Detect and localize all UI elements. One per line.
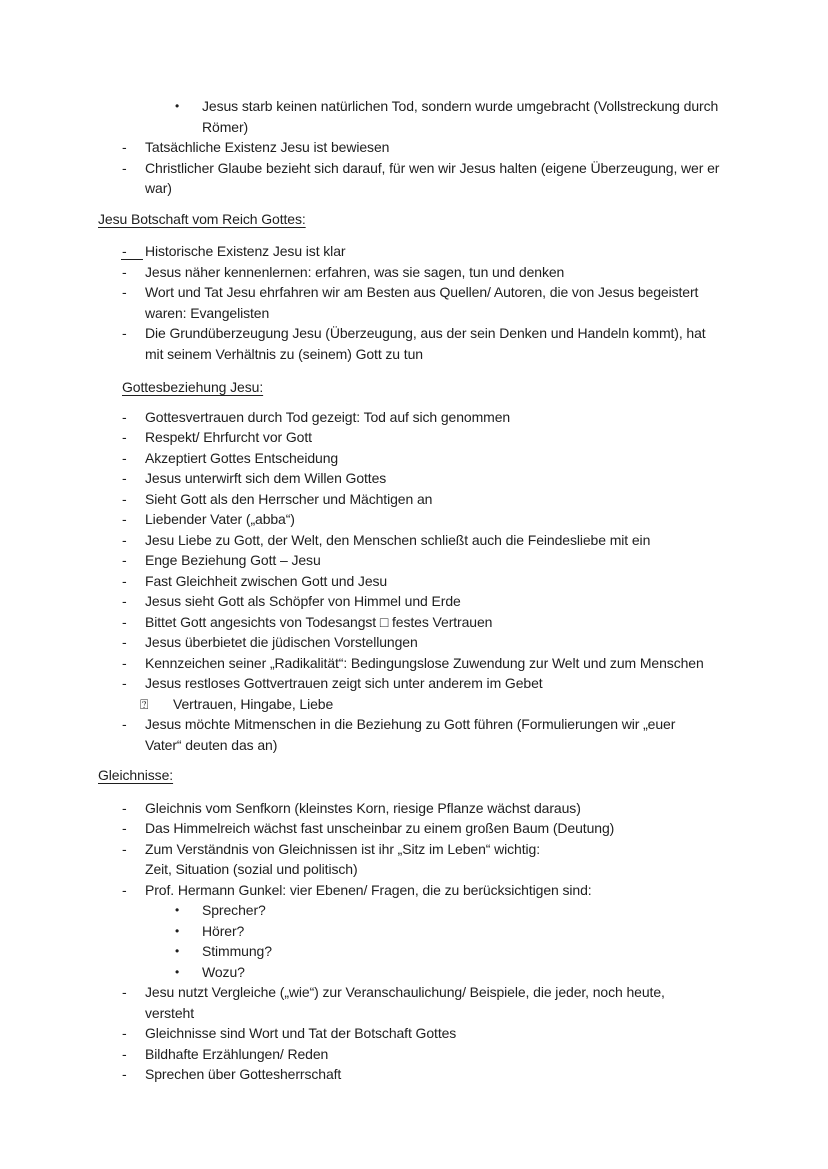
- dash-marker-icon: -: [122, 490, 127, 507]
- section-heading: Jesu Botschaft vom Reich Gottes:: [98, 210, 306, 227]
- dash-list-item: [122, 137, 738, 158]
- dash-marker-icon: -: [122, 820, 127, 836]
- dash-list-item: [122, 407, 738, 428]
- text-line: Historische Existenz Jesu ist klar: [145, 243, 346, 259]
- text-line: Jesus möchte Mitmenschen in die Beziehung zu Gott führen (Formulierungen wir „euer: [145, 716, 676, 732]
- item-text: [145, 407, 738, 428]
- dash-list-item: [122, 323, 738, 364]
- text-line: Vertrauen, Hingabe, Liebe: [173, 695, 334, 712]
- item-text: [145, 798, 738, 819]
- text-line: Jesus starb keinen natürlichen Tod, sondern wurde umgebracht (Vollstreckung durch: [202, 98, 719, 114]
- dash-marker-icon: -: [122, 511, 127, 527]
- dash-list-item: [122, 673, 738, 694]
- text-line: Jesus sieht Gott als Schöpfer von Himmel und Erde: [145, 593, 461, 609]
- item-text: [145, 241, 738, 262]
- dash-marker-icon: -: [122, 470, 127, 486]
- item-text: [145, 530, 738, 551]
- dash-marker-icon: -: [122, 552, 127, 568]
- dash-list-item: [122, 982, 738, 1023]
- dash-marker-icon: -: [122, 840, 127, 857]
- dash-list-item: [122, 550, 738, 571]
- text-line: Römer): [202, 118, 249, 135]
- text-line: Christlicher Glaube bezieht sich darauf, für wen wir Jesus halten (eigene Überzeugung, wer er: [145, 159, 720, 176]
- dash-list-item: [122, 880, 738, 901]
- bullet-list-item: [175, 941, 738, 962]
- item-text: [145, 137, 738, 158]
- dash-list-item: [122, 1064, 738, 1085]
- text-line: mit seinem Verhältnis zu (seinem) Gott zu tun: [145, 345, 423, 362]
- bullet-list-item: [175, 962, 738, 983]
- text-line: Wort und Tat Jesu ehrfahren wir am Besten aus Quellen/ Autoren, die von Jesus begeistert: [145, 284, 699, 300]
- section-heading: Gleichnisse:: [98, 767, 174, 783]
- dash-marker-icon: -: [122, 593, 127, 609]
- dash-list-item-underlined: [122, 241, 738, 262]
- document-body: [98, 96, 738, 1085]
- bullet-marker-icon: •: [175, 903, 180, 917]
- text-line: Jesus unterwirft sich dem Willen Gottes: [145, 470, 387, 486]
- item-text: [145, 468, 738, 489]
- item-text: [145, 282, 738, 323]
- dash-marker-icon: -: [122, 1025, 127, 1041]
- bullet-marker-icon: •: [175, 964, 180, 979]
- item-text: [145, 839, 738, 880]
- text-line: Hörer?: [202, 922, 245, 939]
- text-line: Jesu nutzt Vergleiche („wie“) zur Veranschaulichung/ Beispiele, die jeder, noch heute,: [145, 984, 665, 1000]
- text-line: Sprecher?: [202, 902, 266, 918]
- item-text: [145, 509, 738, 530]
- text-line: waren: Evangelisten: [145, 304, 270, 321]
- dash-list-item: [122, 1023, 738, 1044]
- text-line: versteht: [145, 1004, 194, 1021]
- item-text: [202, 96, 738, 137]
- dash-marker-icon: -: [122, 263, 127, 280]
- text-line: Respekt/ Ehrfurcht vor Gott: [145, 429, 312, 445]
- text-line: war): [145, 180, 172, 196]
- item-text: [145, 982, 738, 1023]
- dash-list-item: [122, 714, 738, 755]
- dash-list-item: [122, 158, 738, 199]
- dash-marker-icon: -: [122, 325, 127, 341]
- item-text: [145, 653, 738, 674]
- bullet-list-item: [175, 921, 738, 942]
- text-line: Tatsächliche Existenz Jesu ist bewiesen: [145, 139, 390, 155]
- dash-list-item: [122, 282, 738, 323]
- arrow-sub-item: [140, 694, 738, 715]
- item-text: [145, 571, 738, 592]
- item-text: [145, 591, 738, 612]
- text-line: Zeit, Situation (sozial und politisch): [145, 861, 358, 877]
- item-text: [145, 448, 738, 469]
- dash-list-item: [122, 468, 738, 489]
- text-line: Gleichnisse sind Wort und Tat der Botschaft Gottes: [145, 1025, 457, 1041]
- dash-marker-icon: -: [122, 284, 127, 300]
- dash-list-item: [122, 489, 738, 510]
- text-line: Gottesvertrauen durch Tod gezeigt: Tod auf sich genommen: [145, 408, 511, 425]
- item-text: [145, 1064, 738, 1085]
- item-text: [145, 550, 738, 571]
- text-line: Zum Verständnis von Gleichnissen ist ihr „Sitz im Leben“ wichtig:: [145, 840, 540, 857]
- bullet-marker-icon: •: [175, 944, 180, 958]
- item-text: [145, 427, 738, 448]
- text-line: Sprechen über Gottesherrschaft: [145, 1066, 342, 1082]
- item-text: [145, 323, 738, 364]
- text-line: Fast Gleichheit zwischen Gott und Jesu: [145, 572, 388, 589]
- item-text: [145, 632, 738, 653]
- dash-list-item: [122, 509, 738, 530]
- text-line: Sieht Gott als den Herrscher und Mächtigen an: [145, 490, 433, 507]
- dash-marker-icon: -: [122, 1045, 127, 1062]
- dash-marker-icon: -: [122, 654, 127, 671]
- dash-list-item: [122, 1044, 738, 1065]
- text-line: Jesus überbietet die jüdischen Vorstellungen: [145, 634, 418, 650]
- dash-list-item: [122, 530, 738, 551]
- text-line: Kennzeichen seiner „Radikalität“: Bedingungslose Zuwendung zur Welt und zum Menschen: [145, 654, 704, 671]
- text-line: Stimmung?: [202, 943, 272, 959]
- dash-list-item: [122, 632, 738, 653]
- dash-marker-icon: -: [122, 634, 127, 650]
- dash-marker-icon: -: [122, 675, 127, 691]
- text-line: Liebender Vater („abba“): [145, 511, 295, 527]
- item-text: [202, 941, 738, 962]
- dash-list-item: [122, 448, 738, 469]
- text-line: Jesu Liebe zu Gott, der Welt, den Menschen schließt auch die Feindesliebe mit ein: [145, 531, 651, 548]
- item-text: [145, 262, 738, 283]
- dash-list-item: [122, 653, 738, 674]
- item-text: [145, 1023, 738, 1044]
- dash-list-item: [122, 818, 738, 839]
- text-line: Vater“ deuten das an): [145, 736, 278, 753]
- dash-list-item: [122, 591, 738, 612]
- dash-list-item: [122, 798, 738, 819]
- item-text: [145, 880, 738, 901]
- dash-marker-icon: -: [122, 881, 127, 898]
- dash-marker-icon: -: [122, 716, 127, 732]
- dash-list-item: [122, 571, 738, 592]
- text-line: Jesus näher kennenlernen: erfahren, was sie sagen, tun und denken: [145, 263, 565, 280]
- dash-list-item: [122, 262, 738, 283]
- bullet-marker-icon: •: [175, 923, 180, 938]
- text-line: Wozu?: [202, 963, 245, 980]
- bullet-list-item: [175, 900, 738, 921]
- item-text: [145, 818, 738, 839]
- dash-marker-icon: -: [122, 139, 127, 155]
- item-text: [202, 900, 738, 921]
- text-line: Bildhafte Erzählungen/ Reden: [145, 1045, 329, 1062]
- text-line: Jesus restloses Gottvertrauen zeigt sich unter anderem im Gebet: [145, 675, 543, 691]
- item-text: [145, 612, 738, 633]
- dash-marker-icon: -: [122, 613, 127, 630]
- item-text: [145, 673, 738, 694]
- dash-marker-icon: -: [122, 449, 127, 466]
- section-heading: Gottesbeziehung Jesu:: [122, 379, 264, 395]
- dash-marker-icon: -: [122, 408, 127, 425]
- item-text: [145, 158, 738, 199]
- text-line: Prof. Hermann Gunkel: vier Ebenen/ Fragen, die zu berücksichtigen sind:: [145, 881, 592, 898]
- item-text: [145, 714, 738, 755]
- bullet-list-item: [175, 96, 738, 137]
- dash-list-item: [122, 839, 738, 880]
- item-text: [145, 489, 738, 510]
- item-text: [173, 694, 738, 715]
- text-line: Akzeptiert Gottes Entscheidung: [145, 449, 339, 466]
- arrow-box-icon: ⍰: [140, 695, 149, 712]
- text-line: Bittet Gott angesichts von Todesangst □ festes Vertrauen: [145, 613, 493, 630]
- dash-list-item: [122, 612, 738, 633]
- item-text: [202, 921, 738, 942]
- dash-marker-icon: -: [122, 799, 127, 816]
- dash-marker-icon: -: [122, 572, 127, 589]
- text-line: Enge Beziehung Gott – Jesu: [145, 552, 321, 568]
- dash-marker-icon: -: [122, 984, 127, 1000]
- dash-list-item: [122, 427, 738, 448]
- text-line: Gleichnis vom Senfkorn (kleinstes Korn, riesige Pflanze wächst daraus): [145, 799, 581, 816]
- dash-marker-icon: -: [122, 159, 127, 176]
- item-text: [202, 962, 738, 983]
- dash-marker-icon: -: [122, 531, 127, 548]
- text-line: Die Grundüberzeugung Jesu (Überzeugung, aus der sein Denken und Handeln kommt), hat: [145, 325, 706, 341]
- dash-marker-icon: -: [122, 1066, 127, 1082]
- dash-marker-icon: -: [122, 429, 127, 445]
- text-line: Das Himmelreich wächst fast unscheinbar zu einem großen Baum (Deutung): [145, 820, 615, 836]
- bullet-marker-icon: •: [175, 99, 180, 113]
- dash-marker-icon: -: [122, 241, 145, 262]
- item-text: [145, 1044, 738, 1065]
